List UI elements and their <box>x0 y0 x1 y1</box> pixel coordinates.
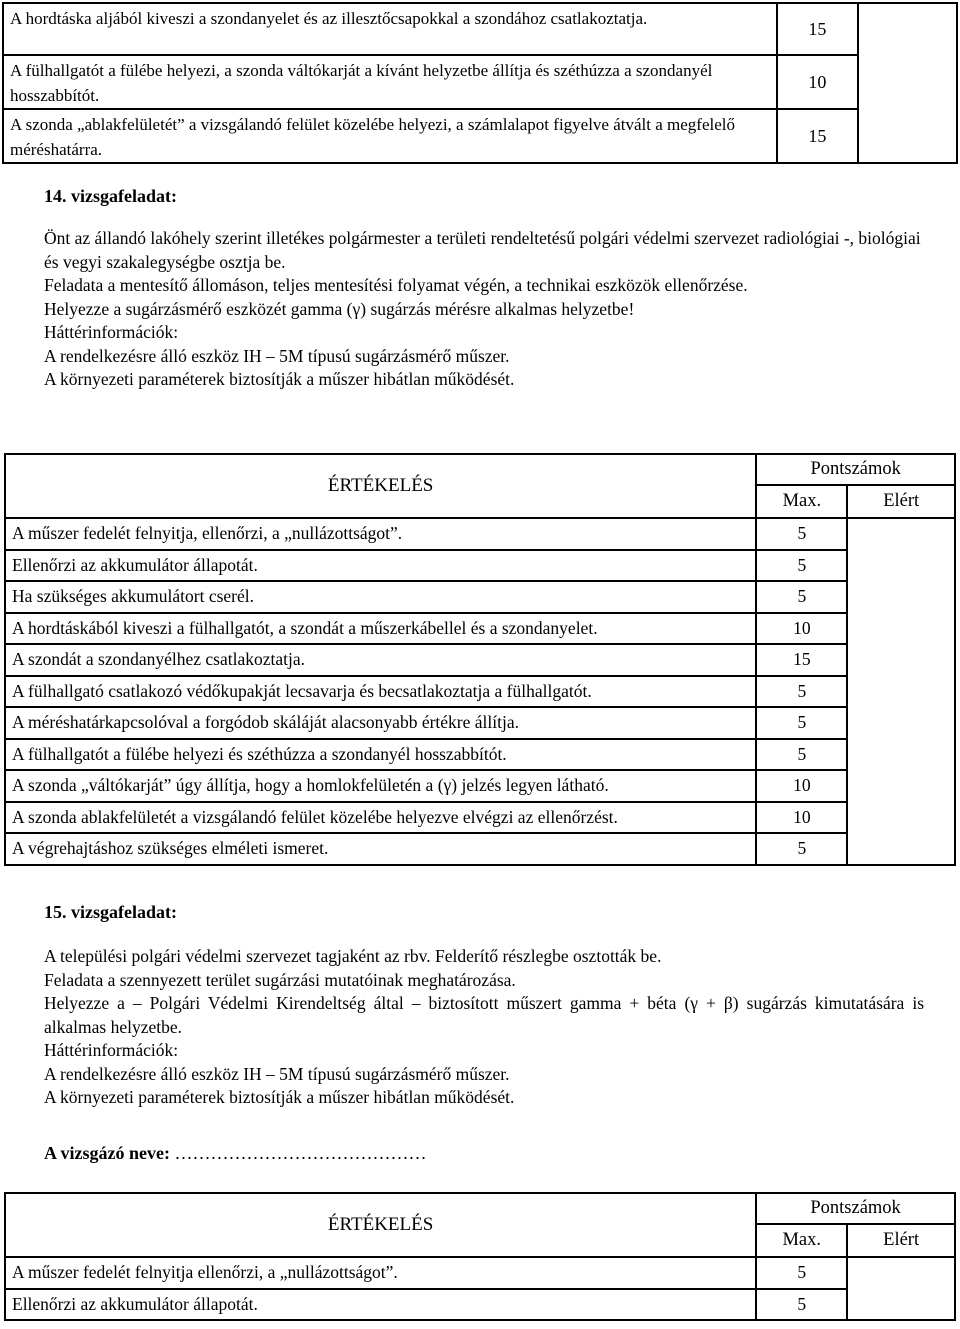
criterion-text: A fülhallgatót a fülébe helyezi és széthúzza a szondanyél hosszabbítót. <box>5 739 756 771</box>
criterion-text: A fülhallgató csatlakozó védőkupakját lecsavarja és becsatlakoztatja a fülhallgatót. <box>5 676 756 708</box>
table-row <box>5 644 955 676</box>
achieved-points-cell <box>847 644 955 676</box>
table-row <box>5 1289 955 1321</box>
max-points: 15 <box>777 3 859 55</box>
max-points: 5 <box>756 550 847 582</box>
task-14-section <box>44 186 924 392</box>
max-points: 5 <box>756 581 847 613</box>
table-row <box>5 707 955 739</box>
table-row <box>3 109 957 163</box>
paragraph-line: Helyezze a sugárzásmérő eszközét gamma (γ) sugárzás mérésre alkalmas helyzetbe! <box>44 298 635 319</box>
points-header: Pontszámok <box>756 1193 955 1224</box>
max-header: Max. <box>756 1224 847 1257</box>
achieved-header: Elért <box>847 1224 955 1257</box>
max-points: 15 <box>777 109 859 163</box>
table-row <box>5 1257 955 1289</box>
paragraph-line: Háttérinformációk: <box>44 322 179 342</box>
achieved-points-cell <box>847 707 955 739</box>
max-points: 5 <box>756 707 847 739</box>
achieved-points-cell <box>847 550 955 582</box>
max-points: 10 <box>756 770 847 802</box>
task-item-text: A fülhallgatót a fülébe helyezi, a szonda váltókarját a kívánt helyzetbe állítja és széthúzza a szondanyél hosszabbítót. <box>3 55 777 109</box>
table-row <box>5 613 955 645</box>
max-points: 5 <box>756 833 847 865</box>
paragraph-line: A rendelkezésre álló eszköz IH – 5M típusú sugárzásmérő műszer. <box>44 345 510 366</box>
criterion-text: Ha szükséges akkumulátort cserél. <box>5 581 756 613</box>
table-row <box>5 550 955 582</box>
achieved-points-cell <box>847 1289 955 1321</box>
criterion-text: A műszer fedelét felnyitja ellenőrzi, a „nullázottságot”. <box>5 1257 756 1289</box>
table-row <box>5 833 955 865</box>
table-row <box>5 739 955 771</box>
paragraph-line: Háttérinformációk: <box>44 1040 179 1060</box>
achieved-points-cell <box>847 581 955 613</box>
paragraph-line: Feladata a szennyezett terület sugárzási mutatóinak meghatározása. <box>44 969 516 990</box>
task-14-description <box>44 227 924 392</box>
paragraph-line: Helyezze a – Polgári Védelmi Kirendeltség által – biztosított műszert gamma + béta (γ + β) sugárzás kimutatására is alkalmas helyzetbe. <box>44 993 924 1037</box>
task-item-text: A szonda „ablakfelületét” a vizsgálandó felület közelébe helyezi, a számlalapot figyelve átvált a megfelelő méréshatárra. <box>3 109 777 163</box>
max-points: 5 <box>756 739 847 771</box>
max-points: 15 <box>756 644 847 676</box>
criterion-text: Ellenőrzi az akkumulátor állapotát. <box>5 1289 756 1321</box>
table-row <box>5 676 955 708</box>
candidate-name-line <box>44 1143 426 1164</box>
criterion-text: A szondát a szondanyélhez csatlakoztatja. <box>5 644 756 676</box>
criterion-text: A méréshatárkapcsolóval a forgódob skáláját alacsonyabb értékre állítja. <box>5 707 756 739</box>
prev-task-score-table <box>2 2 958 164</box>
achieved-points-cell <box>847 518 955 550</box>
paragraph-line: A környezeti paraméterek biztosítják a műszer hibátlan működését. <box>44 369 515 389</box>
evaluation-title: ÉRTÉKELÉS <box>5 1193 756 1257</box>
criterion-text: A szonda „váltókarját” úgy állítja, hogy a homlokfelületén a (γ) jelzés legyen látható. <box>5 770 756 802</box>
evaluation-table-14 <box>4 453 956 866</box>
table-row <box>5 802 955 834</box>
max-points: 10 <box>756 802 847 834</box>
criterion-text: A szonda ablakfelületét a vizsgálandó felület közelébe helyezve elvégzi az ellenőrzést. <box>5 802 756 834</box>
criterion-text: A végrehajtáshoz szükséges elméleti ismeret. <box>5 833 756 865</box>
achieved-points-cell <box>847 802 955 834</box>
max-points: 10 <box>777 55 859 109</box>
task-item-text: A hordtáska aljából kiveszi a szondanyelet és az illesztőcsapokkal a szondához csatlakoztatja. <box>3 3 777 55</box>
criterion-text: A hordtáskából kiveszi a fülhallgatót, a szondát a műszerkábellel és a szondanyelet. <box>5 613 756 645</box>
max-points: 10 <box>756 613 847 645</box>
achieved-points-cell <box>858 3 957 163</box>
paragraph-line: Önt az állandó lakóhely szerint illetékes polgármester a területi rendeltetésű polgári védelmi szervezet radiológiai -, biológiai és vegyi szakalegységbe osztja be. <box>44 228 921 272</box>
criterion-text: Ellenőrzi az akkumulátor állapotát. <box>5 550 756 582</box>
table-row <box>3 55 957 109</box>
task-15-heading: 15. vizsgafeladat: <box>44 902 177 922</box>
paragraph-line: A települési polgári védelmi szervezet tagjaként az rbv. Felderítő részlegbe osztották be. <box>44 946 662 966</box>
achieved-points-cell <box>847 739 955 771</box>
criterion-text: A műszer fedelét felnyitja, ellenőrzi, a „nullázottságot”. <box>5 518 756 550</box>
table-row <box>5 581 955 613</box>
task-14-heading: 14. vizsgafeladat: <box>44 186 177 206</box>
achieved-points-cell <box>847 770 955 802</box>
evaluation-title: ÉRTÉKELÉS <box>5 454 756 518</box>
max-points: 5 <box>756 518 847 550</box>
candidate-name-dots[interactable]: …………………………………… <box>174 1143 427 1163</box>
max-points: 5 <box>756 676 847 708</box>
max-header: Max. <box>756 485 847 518</box>
candidate-name-label: A vizsgázó neve: <box>44 1143 170 1163</box>
task-15-description <box>44 945 924 1110</box>
task-15-section <box>44 902 924 1110</box>
achieved-points-cell <box>847 613 955 645</box>
achieved-points-cell <box>847 676 955 708</box>
achieved-points-cell <box>847 1257 955 1289</box>
evaluation-table-15 <box>4 1192 956 1321</box>
achieved-points-cell <box>847 833 955 865</box>
paragraph-line: A rendelkezésre álló eszköz IH – 5M típusú sugárzásmérő műszer. <box>44 1063 510 1084</box>
achieved-header: Elért <box>847 485 955 518</box>
table-row <box>5 770 955 802</box>
paragraph-line: A környezeti paraméterek biztosítják a műszer hibátlan működését. <box>44 1087 515 1107</box>
max-points: 5 <box>756 1257 847 1289</box>
table-row <box>5 518 955 550</box>
max-points: 5 <box>756 1289 847 1321</box>
paragraph-line: Feladata a mentesítő állomáson, teljes mentesítési folyamat végén, a technikai eszközök ellenőrzése. <box>44 275 748 295</box>
table-row <box>3 3 957 55</box>
points-header: Pontszámok <box>756 454 955 485</box>
